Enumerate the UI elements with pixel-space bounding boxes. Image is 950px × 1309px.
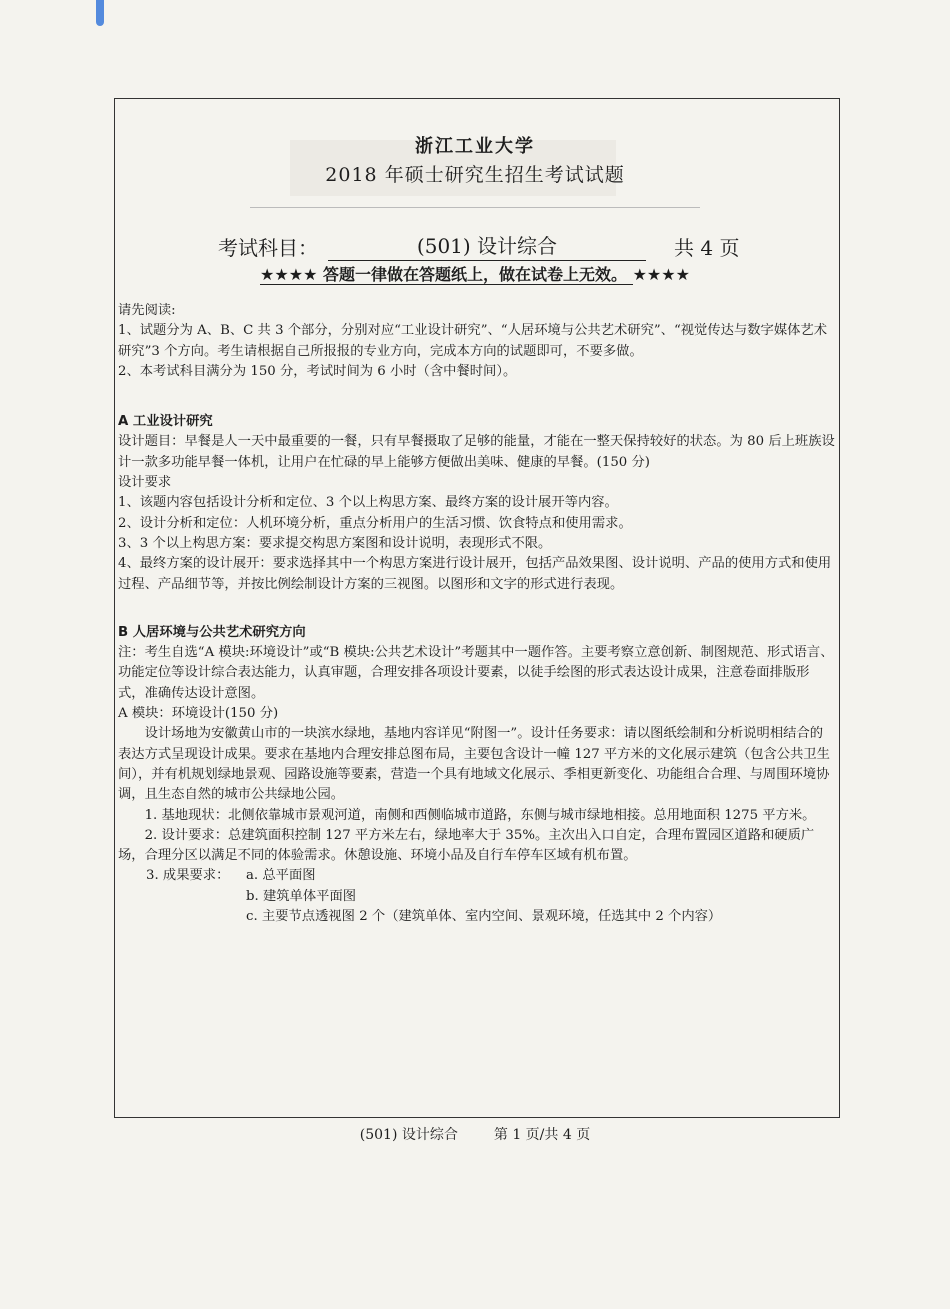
section-a-prompt: 设计题目：早餐是人一天中最重要的一餐，只有早餐摄取了足够的能量，才能在一整天保持较好的状态。为 80 后上班族设计一款多功能早餐一体机，让用户在忙碌的早上能够方便做出美味、健康的早餐。(150 分) [118, 434, 835, 470]
results-row [118, 907, 836, 927]
answer-notice [0, 262, 950, 285]
page-footer [0, 1124, 950, 1144]
stars-right: ★★★★ [632, 265, 690, 284]
subject-label: 考试科目： [218, 236, 318, 260]
university-name: 浙江工业大学 [415, 136, 535, 157]
section-a-heading: A 工业设计研究 [118, 414, 213, 430]
intro-heading: 请先阅读: [118, 303, 176, 318]
header-rule [250, 207, 700, 208]
result-item: b. 建筑单体平面图 [246, 888, 357, 904]
stars-left: ★★★★ [260, 265, 318, 284]
section-a-req: 4、最终方案的设计展开：要求选择其中一个构思方案进行设计展开，包括产品效果图、设计说明、产品的使用方式和使用过程、产品细节等，并按比例绘制设计方案的三视图。以图形和文字的形式进行表现。 [118, 556, 832, 592]
section-b-note: 注：考生自选“A 模块:环境设计”或“B 模块:公共艺术设计”考题其中一题作答。主要考察立意创新、制图规范、形式语言、功能定位等设计综合表达能力，认真审题，合理安排各项设计要素，以徒手绘图的形式表达设计成果，注意卷面排版形式，准确传达设计意图。 [118, 645, 834, 701]
subject-name: (501) 设计综合 [328, 230, 646, 261]
intro-item: 2、本考试科目满分为 150 分，考试时间为 6 小时（含中餐时间）。 [118, 363, 517, 379]
exam-body [118, 301, 836, 927]
results-row [118, 866, 836, 886]
results-label: 3. 成果要求： [146, 868, 230, 884]
design-requirements: 2. 设计要求：总建筑面积控制 127 平方米左右，绿地率大于 35%。主次出入口自定，合理布置园区道路和硬质广场，合理分区以满足不同的体验需求。休憩设施、环境小品及自行车停车区域有机布置。 [118, 827, 815, 864]
result-item: a. 总平面图 [246, 868, 316, 884]
scan-mark [96, 0, 104, 26]
subject-line [218, 230, 739, 261]
site-description: 设计场地为安徽黄山市的一块滨水绿地，基地内容详见“附图一”。设计任务要求：请以图纸绘制和分析说明相结合的表达方式呈现设计成果。要求在基地内合理安排总图布局，主要包含设计一幢 127 平方米的文化展示建筑（包含公共卫生间），并有机规划绿地景观、园路设施等要素，营造一个具有地域文化展示、季相更新变化、功能组合合理、与周围环境协调，且生态自然的城市公共绿地公园。 [118, 726, 830, 803]
results-row [118, 887, 836, 907]
intro-item: 1、试题分为 A、B、C 共 3 个部分，分别对应“工业设计研究”、“人居环境与公共艺术研究”、“视觉传达与数字媒体艺术研究”3 个方向。考生请根据自己所报报的专业方向，完成本方向的试题即可，不要多做。 [118, 323, 828, 359]
site-status: 1. 基地现状：北侧依靠城市景观河道，南侧和西侧临城市道路，东侧与城市绿地相接。总用地面积 1275 平方米。 [144, 807, 816, 823]
notice-text: 答题一律做在答题纸上，做在试卷上无效。 [322, 265, 627, 284]
section-a-req: 3、3 个以上构思方案：要求提交构思方案图和设计说明，表现形式不限。 [118, 535, 552, 551]
module-a-heading: A 模块：环境设计(150 分) [118, 706, 279, 722]
result-item: c. 主要节点透视图 2 个（建筑单体、室内空间、景观环境，任选其中 2 个内容） [246, 909, 722, 925]
footer-page: 第 1 页/共 4 页 [493, 1127, 591, 1143]
section-a-req: 1、该题内容包括设计分析和定位、3 个以上构思方案、最终方案的设计展开等内容。 [118, 495, 618, 511]
section-a-req: 2、设计分析和定位：人机环境分析，重点分析用户的生活习惯、饮食特点和使用需求。 [118, 515, 632, 531]
footer-subject: (501) 设计综合 [359, 1127, 458, 1143]
section-b-heading: B 人居环境与公共艺术研究方向 [118, 624, 306, 640]
exam-title: 2018 年硕士研究生招生考试试题 [325, 164, 625, 186]
total-pages: 共 4 页 [674, 236, 740, 260]
section-a-req-heading: 设计要求 [118, 475, 172, 491]
